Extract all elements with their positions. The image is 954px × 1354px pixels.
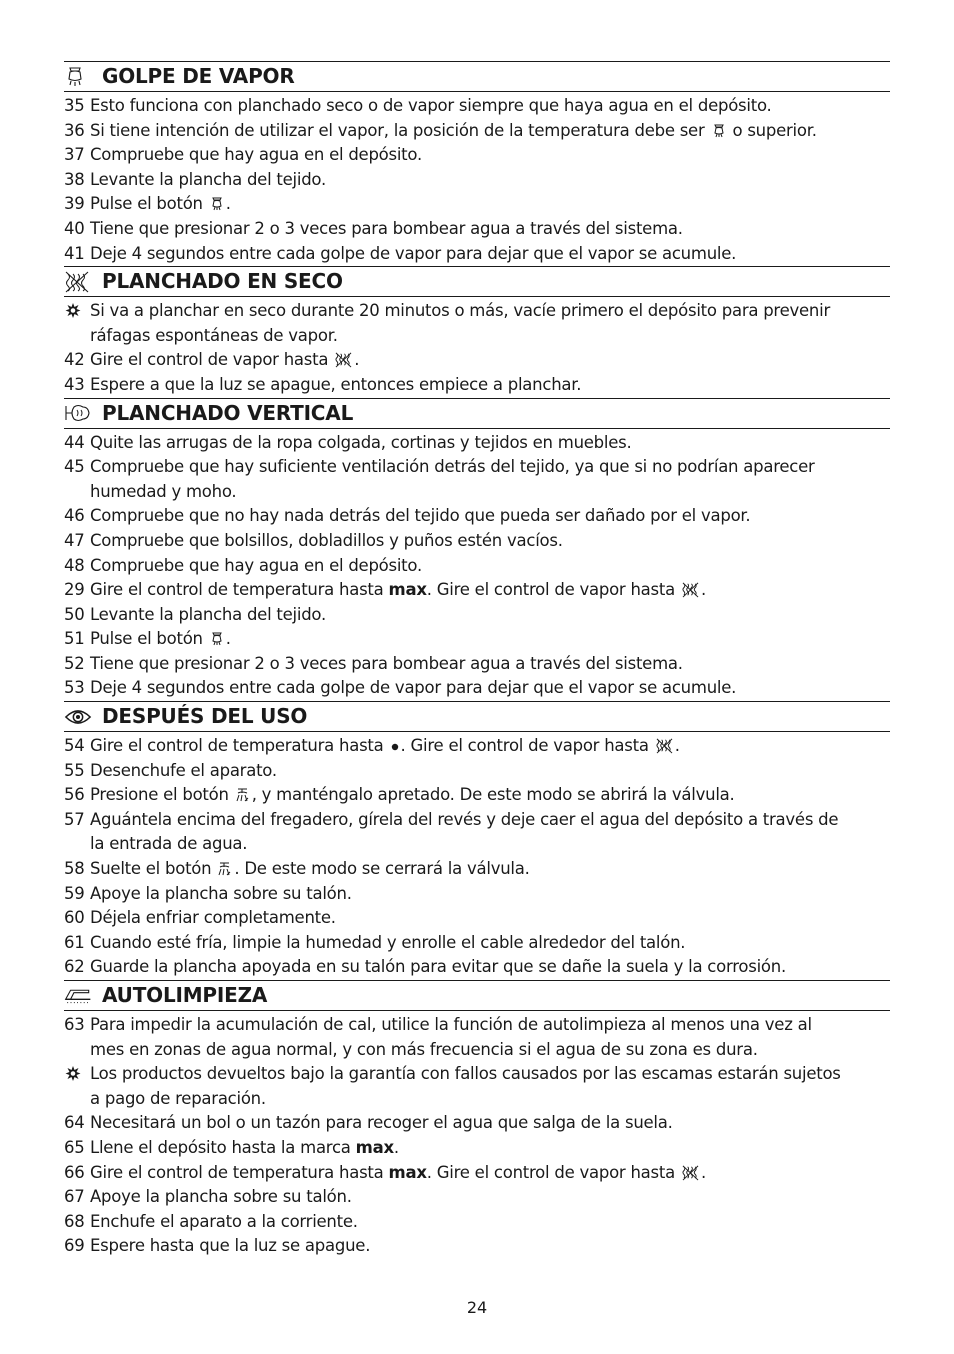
list-item: 37 Compruebe que hay agua en el depósito. [64, 143, 890, 168]
section-heading [64, 266, 890, 297]
list-item: 35 Esto funciona con planchado seco o de vapor siempre que haya agua en el depósito. [64, 94, 890, 119]
document-page [64, 61, 890, 1259]
list-item: 43 Espere a que la luz se apague, entonces empiece a planchar. [64, 373, 890, 398]
list-item: 55 Desenchufe el aparato. [64, 759, 890, 784]
valve-button-icon [235, 786, 251, 803]
item-number: 50 [64, 604, 85, 624]
item-number: 56 [64, 785, 85, 805]
item-number: 60 [64, 908, 85, 928]
list-item: 36 Si tiene intención de utilizar el vapor, la posición de la temperatura debe ser o superior. [64, 119, 890, 144]
vertical-steam-icon [64, 402, 92, 424]
temperature-dot-icon [390, 737, 400, 754]
list-item: 68 Enchufe el aparato a la corriente. [64, 1210, 890, 1235]
list-item: 45 Compruebe que hay suficiente ventilación detrás del tejido, ya que si no podrían aparecer humedad y moho. [64, 457, 815, 501]
steam-shot-icon [64, 66, 92, 88]
no-steam-icon [681, 581, 700, 598]
item-number: 51 [64, 629, 85, 649]
bold-value: max [388, 1162, 427, 1182]
item-number: 65 [64, 1137, 85, 1157]
list-item: 64 Necesitará un bol o un tazón para recoger el agua que salga de la suela. [64, 1111, 890, 1136]
list-item: 62 Guarde la plancha apoyada en su talón para evitar que se dañe la suela y la corrosión. [64, 955, 890, 980]
valve-button-icon [217, 860, 233, 877]
bold-value: max [388, 580, 427, 600]
list-item: 53 Deje 4 segundos entre cada golpe de vapor para dejar que el vapor se acumule. [64, 676, 890, 701]
list-item: 40 Tiene que presionar 2 o 3 veces para bombear agua a través del sistema. [64, 217, 890, 242]
list-item: 65 Llene el depósito hasta la marca max. [64, 1136, 890, 1161]
list-item: 44 Quite las arrugas de la ropa colgada, cortinas y tejidos en muebles. [64, 431, 890, 456]
list-item: 69 Espere hasta que la luz se apague. [64, 1234, 890, 1259]
list-item: 54 Gire el control de temperatura hasta . Gire el control de vapor hasta . [64, 734, 890, 759]
section-heading [64, 61, 890, 92]
item-number: 59 [64, 883, 85, 903]
dry-iron-icon [64, 271, 92, 293]
item-number: 44 [64, 432, 85, 452]
item-number: 39 [64, 194, 85, 214]
section-0 [64, 61, 890, 266]
section-title: PLANCHADO EN SECO [102, 269, 343, 294]
list-item: 66 Gire el control de temperatura hasta max. Gire el control de vapor hasta . [64, 1161, 890, 1186]
item-number: 55 [64, 760, 85, 780]
item-number: 37 [64, 145, 85, 165]
section-heading [64, 980, 890, 1011]
section-title: GOLPE DE VAPOR [102, 64, 295, 88]
item-number: 67 [64, 1187, 85, 1207]
item-number: 40 [64, 218, 85, 238]
item-number: 68 [64, 1211, 85, 1231]
item-number: 47 [64, 530, 85, 550]
item-number: 42 [64, 350, 85, 370]
list-item: 46 Compruebe que no hay nada detrás del tejido que pueda ser dañado por el vapor. [64, 504, 890, 529]
item-number: 57 [64, 809, 85, 829]
list-item: 57 Aguántela encima del fregadero, gírela del revés y deje caer el agua del depósito a través de la entrada de agua. [64, 809, 839, 854]
list-item: 67 Apoye la plancha sobre su talón. [64, 1185, 890, 1210]
page-number: 24 [466, 1298, 488, 1317]
list-item: 50 Levante la plancha del tejido. [64, 603, 890, 628]
list-item: Si va a planchar en seco durante 20 minutos o más, vacíe primero el depósito para prevenir ráfagas espontáneas de vapor. [64, 299, 890, 348]
list-item: 51 Pulse el botón . [64, 627, 890, 652]
item-number: 48 [64, 555, 85, 575]
item-number: 52 [64, 653, 85, 673]
item-number: 58 [64, 859, 85, 879]
item-number: 29 [64, 580, 85, 600]
list-item: 60 Déjela enfriar completamente. [64, 906, 890, 931]
item-number: 45 [64, 457, 85, 477]
list-item: 56 Presione el botón , y manténgalo apretado. De este modo se abrirá la válvula. [64, 783, 890, 808]
item-number: 64 [64, 1113, 85, 1133]
item-number: 36 [64, 120, 85, 140]
section-title: AUTOLIMPIEZA [102, 983, 268, 1007]
eye-icon [64, 706, 92, 728]
section-1 [64, 266, 890, 397]
steam-shot-icon [209, 630, 225, 647]
section-title: PLANCHADO VERTICAL [102, 400, 354, 425]
item-number: 53 [64, 678, 85, 698]
list-item: 59 Apoye la plancha sobre su talón. [64, 882, 890, 907]
list-item: 47 Compruebe que bolsillos, dobladillos y puños estén vacíos. [64, 529, 890, 554]
list-item: 42 Gire el control de vapor hasta . [64, 348, 890, 373]
list-item: 41 Deje 4 segundos entre cada golpe de vapor para dejar que el vapor se acumule. [64, 242, 890, 267]
steam-shot-icon [209, 195, 225, 212]
warning-icon [64, 1062, 82, 1087]
item-number: 63 [64, 1015, 85, 1034]
list-item: 58 Suelte el botón . De este modo se cerrará la válvula. [64, 857, 890, 882]
item-number: 46 [64, 506, 85, 526]
section-heading [64, 701, 890, 732]
item-number: 61 [64, 932, 85, 952]
temperature-steam-icon [711, 122, 727, 139]
list-item: 48 Compruebe que hay agua en el depósito. [64, 554, 890, 579]
section-4 [64, 980, 890, 1259]
no-steam-icon [681, 1164, 700, 1181]
list-item: 29 Gire el control de temperatura hasta max. Gire el control de vapor hasta . [64, 578, 890, 603]
warning-icon [64, 299, 82, 324]
section-3 [64, 701, 890, 980]
list-item: 38 Levante la plancha del tejido. [64, 168, 890, 193]
no-steam-icon [334, 351, 353, 368]
no-steam-icon [655, 737, 674, 754]
item-number: 69 [64, 1236, 85, 1256]
bold-value: max [355, 1137, 394, 1157]
item-number: 62 [64, 957, 85, 977]
self-clean-icon [64, 985, 92, 1007]
list-item: Los productos devueltos bajo la garantía con fallos causados por las escamas estarán sujetos a pago de reparación. [64, 1062, 890, 1111]
list-item: 52 Tiene que presionar 2 o 3 veces para bombear agua a través del sistema. [64, 652, 890, 677]
list-item: 61 Cuando esté fría, limpie la humedad y enrolle el cable alrededor del talón. [64, 931, 890, 956]
item-number: 35 [64, 96, 85, 115]
section-heading [64, 398, 890, 429]
item-number: 54 [64, 736, 85, 756]
item-number: 43 [64, 374, 85, 394]
list-item: 39 Pulse el botón . [64, 192, 890, 217]
item-number: 41 [64, 243, 85, 263]
list-item: 63 Para impedir la acumulación de cal, utilice la función de autolimpieza al menos una vez al mes en zonas de agua normal, y con más frecuencia si el agua de su zona es dura. [64, 1015, 812, 1059]
section-2 [64, 398, 890, 702]
item-number: 66 [64, 1162, 85, 1182]
section-title: DESPUÉS DEL USO [102, 704, 308, 729]
item-number: 38 [64, 169, 85, 189]
